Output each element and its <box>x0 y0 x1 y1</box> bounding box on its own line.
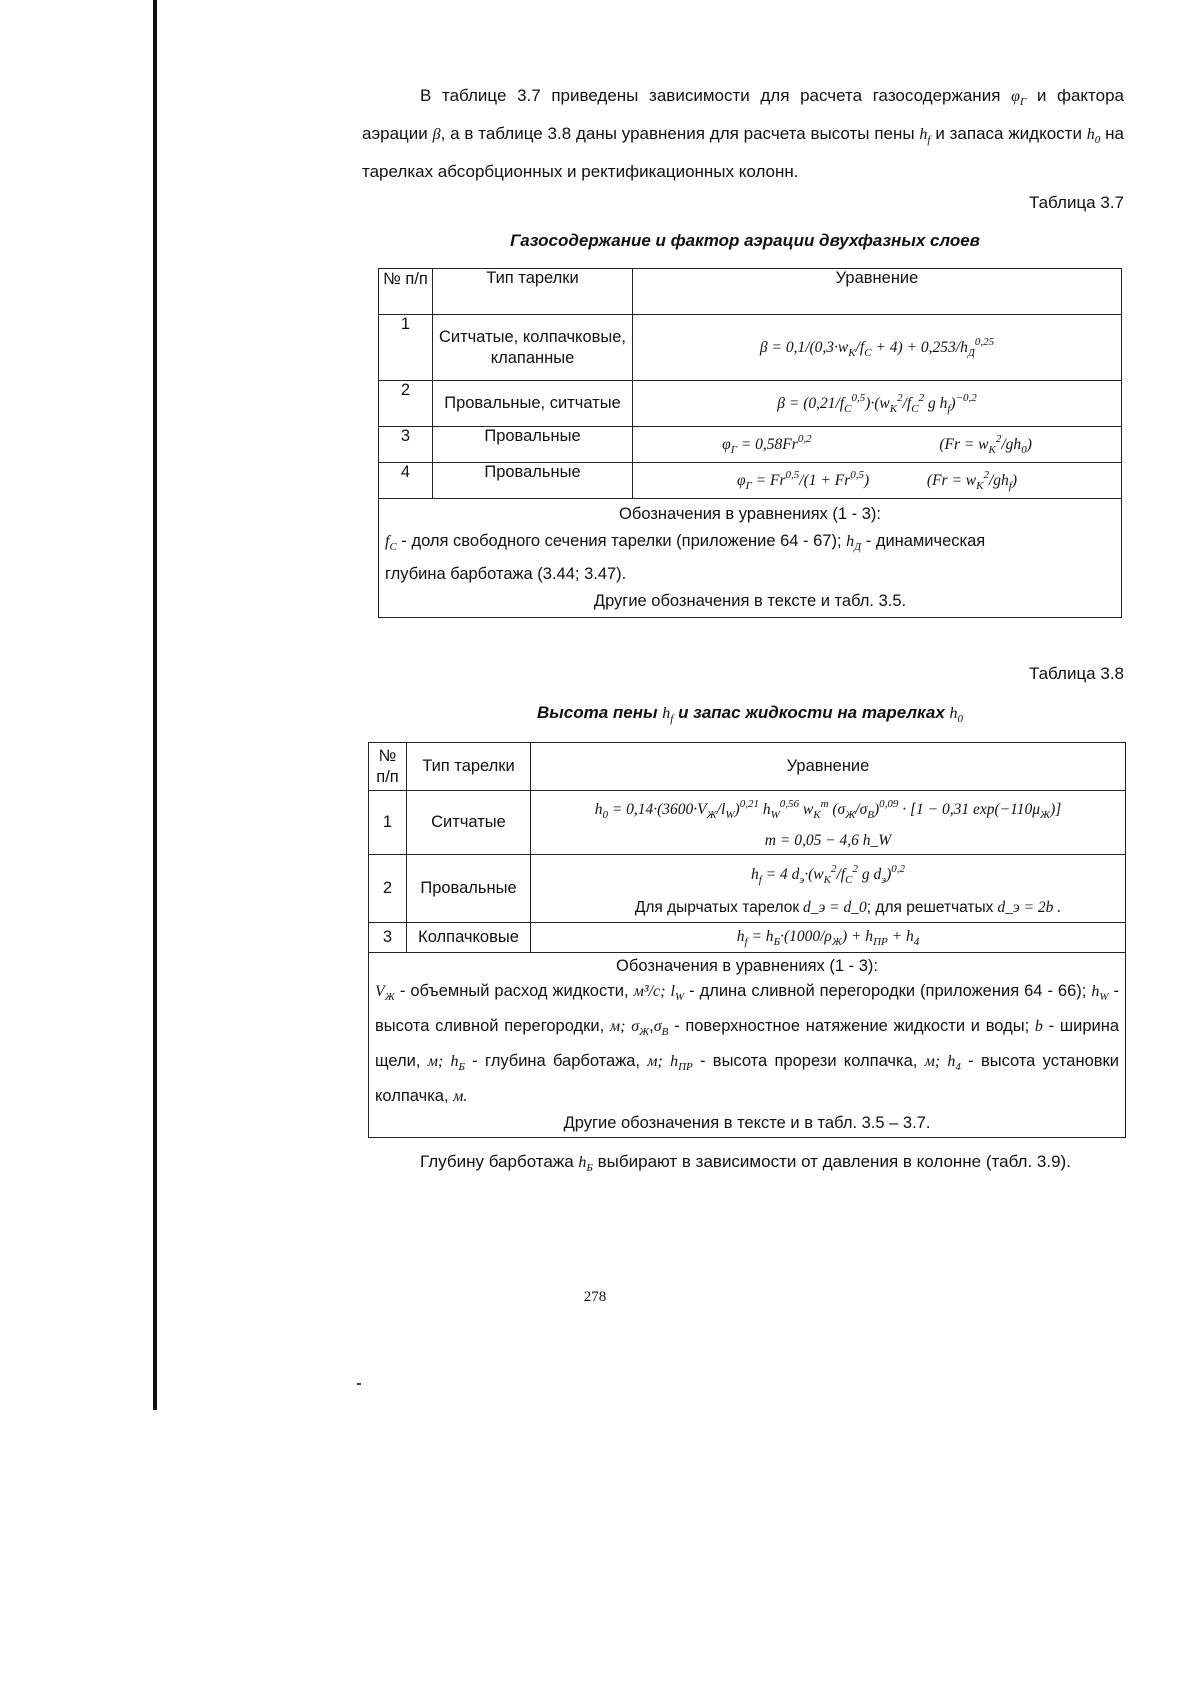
equation-3: $\varphi_Г = 0,58Fr^{0,2}$ $(Fr = w_K^2/gh_0)$ <box>633 427 1122 463</box>
table-37-header-row <box>379 269 1122 315</box>
table-row: 2 Провальные $h_f = 4$ $d_э\cdot(w_K^2/f_C^2$ g $d_э)^{0,2}$ Для дырчатых тарелок d_э = d_0; для решетчатых d_э = 2b . <box>369 855 1126 923</box>
table-row: 2 Провальные, ситчатые $\beta = (0,21/f_C^{0,5})\cdot(w_K^2/f_C^2$ g $h_f)^{-0,2}$ <box>379 381 1122 427</box>
header-type: Тип тарелки <box>407 743 531 791</box>
table-38-header-row <box>369 743 1126 791</box>
header-num: № п/п <box>369 743 407 791</box>
table-37-number: Таблица 3.7 <box>1028 193 1124 212</box>
table-37-notes-row <box>379 499 1122 618</box>
header-equation: Уравнение <box>633 269 1122 315</box>
scan-binding-edge <box>153 0 157 1410</box>
equation-2: $\beta = (0,21/f_C^{0,5})\cdot(w_K^2/f_C^2$ g $h_f)^{-0,2}$ <box>633 381 1122 427</box>
table-row: 1 Ситчатые $h_0 = 0,14\cdot(3600\cdot V_Ж/l_W)^{0,21}$ $h_W^{0,56}$ $w_K^m$ $(\sigma_Ж/\sigma_В)^{0,09} \cdot [1 - 0,31$ $\exp(-110\mu_Ж)$] m = 0,05 − 4,6 h_W <box>369 791 1126 855</box>
scan-speck <box>357 1383 361 1385</box>
table-row: 1 Ситчатые, колпачковые, клапанные $\beta = 0,1/(0,3\cdot w_K/f_C + 4) + 0,253/h_Д^{0,25}$ <box>379 315 1122 381</box>
equation-4: $\varphi_Г = Fr^{0,5}/(1 + Fr^{0,5}) (Fr = w_K^2/gh_f)$ <box>633 463 1122 499</box>
table-row: 4 Провальные $\varphi_Г = Fr^{0,5}/(1 + Fr^{0,5}) (Fr = w_K^2/gh_f)$ <box>379 463 1122 499</box>
equation-6: $h_f = 4$ $d_э\cdot(w_K^2/f_C^2$ g $d_э)^{0,2}$ Для дырчатых тарелок d_э = d_0; для решетчатых d_э = 2b . <box>531 855 1126 923</box>
equation-1: $\beta = 0,1/(0,3\cdot w_K/f_C + 4) + 0,253/h_Д^{0,25}$ <box>633 315 1122 381</box>
header-equation: Уравнение <box>531 743 1126 791</box>
header-type: Тип тарелки <box>433 269 633 315</box>
table-38-notes: Обозначения в уравнениях (1 - 3): $V_Ж$ - объемный расход жидкости, м³/с; $l_W$ - длина сливной перегородки (приложения 64 - 66); $h_W$ - высота сливной перегородки, м; $\sigma_Ж,\sigma_В$ - поверхностное натяжение жидкости и воды; b - ширина щели, м; $h_Б$ - глубина барботажа, м; $h_{ПР}$ - высота прорези колпачка, м; $h_4$ - высота установки колпачка, м. Другие обозначения в тексте и в табл. 3.5 – 3.7. <box>369 953 1126 1138</box>
table-row: 3 Колпачковые $h_f = h_Б\cdot(1000/\rho_Ж) + h_{ПР} + h_4$ <box>369 923 1126 953</box>
page-number: 278 <box>583 1289 607 1305</box>
header-num: № п/п <box>379 269 433 315</box>
table-row: 3 Провальные $\varphi_Г = 0,58Fr^{0,2}$ $(Fr = w_K^2/gh_0)$ <box>379 427 1122 463</box>
table-37 <box>378 268 1122 618</box>
table-38-notes-row <box>369 953 1126 1138</box>
intro-paragraph: В таблице 3.7 приведены зависимости для расчета газосодержания $\varphi_Г$ и фактора аэрации β, а в таблице 3.8 даны уравнения для расчета высоты пены $h_f$ и запаса жидкости $h_0$ на тарелках абсорбционных и ректификационных колонн. <box>362 86 1125 181</box>
equation-5: $h_0 = 0,14\cdot(3600\cdot V_Ж/l_W)^{0,21}$ $h_W^{0,56}$ $w_K^m$ $(\sigma_Ж/\sigma_В)^{0,09} \cdot [1 - 0,31$ $\exp(-110\mu_Ж)$] m = 0,05 − 4,6 h_W <box>531 791 1126 855</box>
outro-paragraph: Глубину барботажа $h_Б$ выбирают в зависимости от давления в колонне (табл. 3.9). <box>420 1152 1071 1174</box>
table-38-number: Таблица 3.8 <box>1028 664 1124 683</box>
table-37-title: Газосодержание и фактор аэрации двухфазных слоев <box>510 231 980 250</box>
table-38 <box>368 742 1126 1138</box>
table-38-title: Высота пены $h_f$ и запас жидкости на тарелках $h_0$ <box>536 703 964 725</box>
table-37-notes: Обозначения в уравнениях (1 - 3): $f_C$ - доля свободного сечения тарелки (приложение 64 - 67); $h_Д$ - динамическая глубина барботажа (3.44; 3.47). Другие обозначения в тексте и табл. 3.5. <box>379 499 1122 618</box>
equation-7: $h_f = h_Б\cdot(1000/\rho_Ж) + h_{ПР} + h_4$ <box>531 923 1126 953</box>
